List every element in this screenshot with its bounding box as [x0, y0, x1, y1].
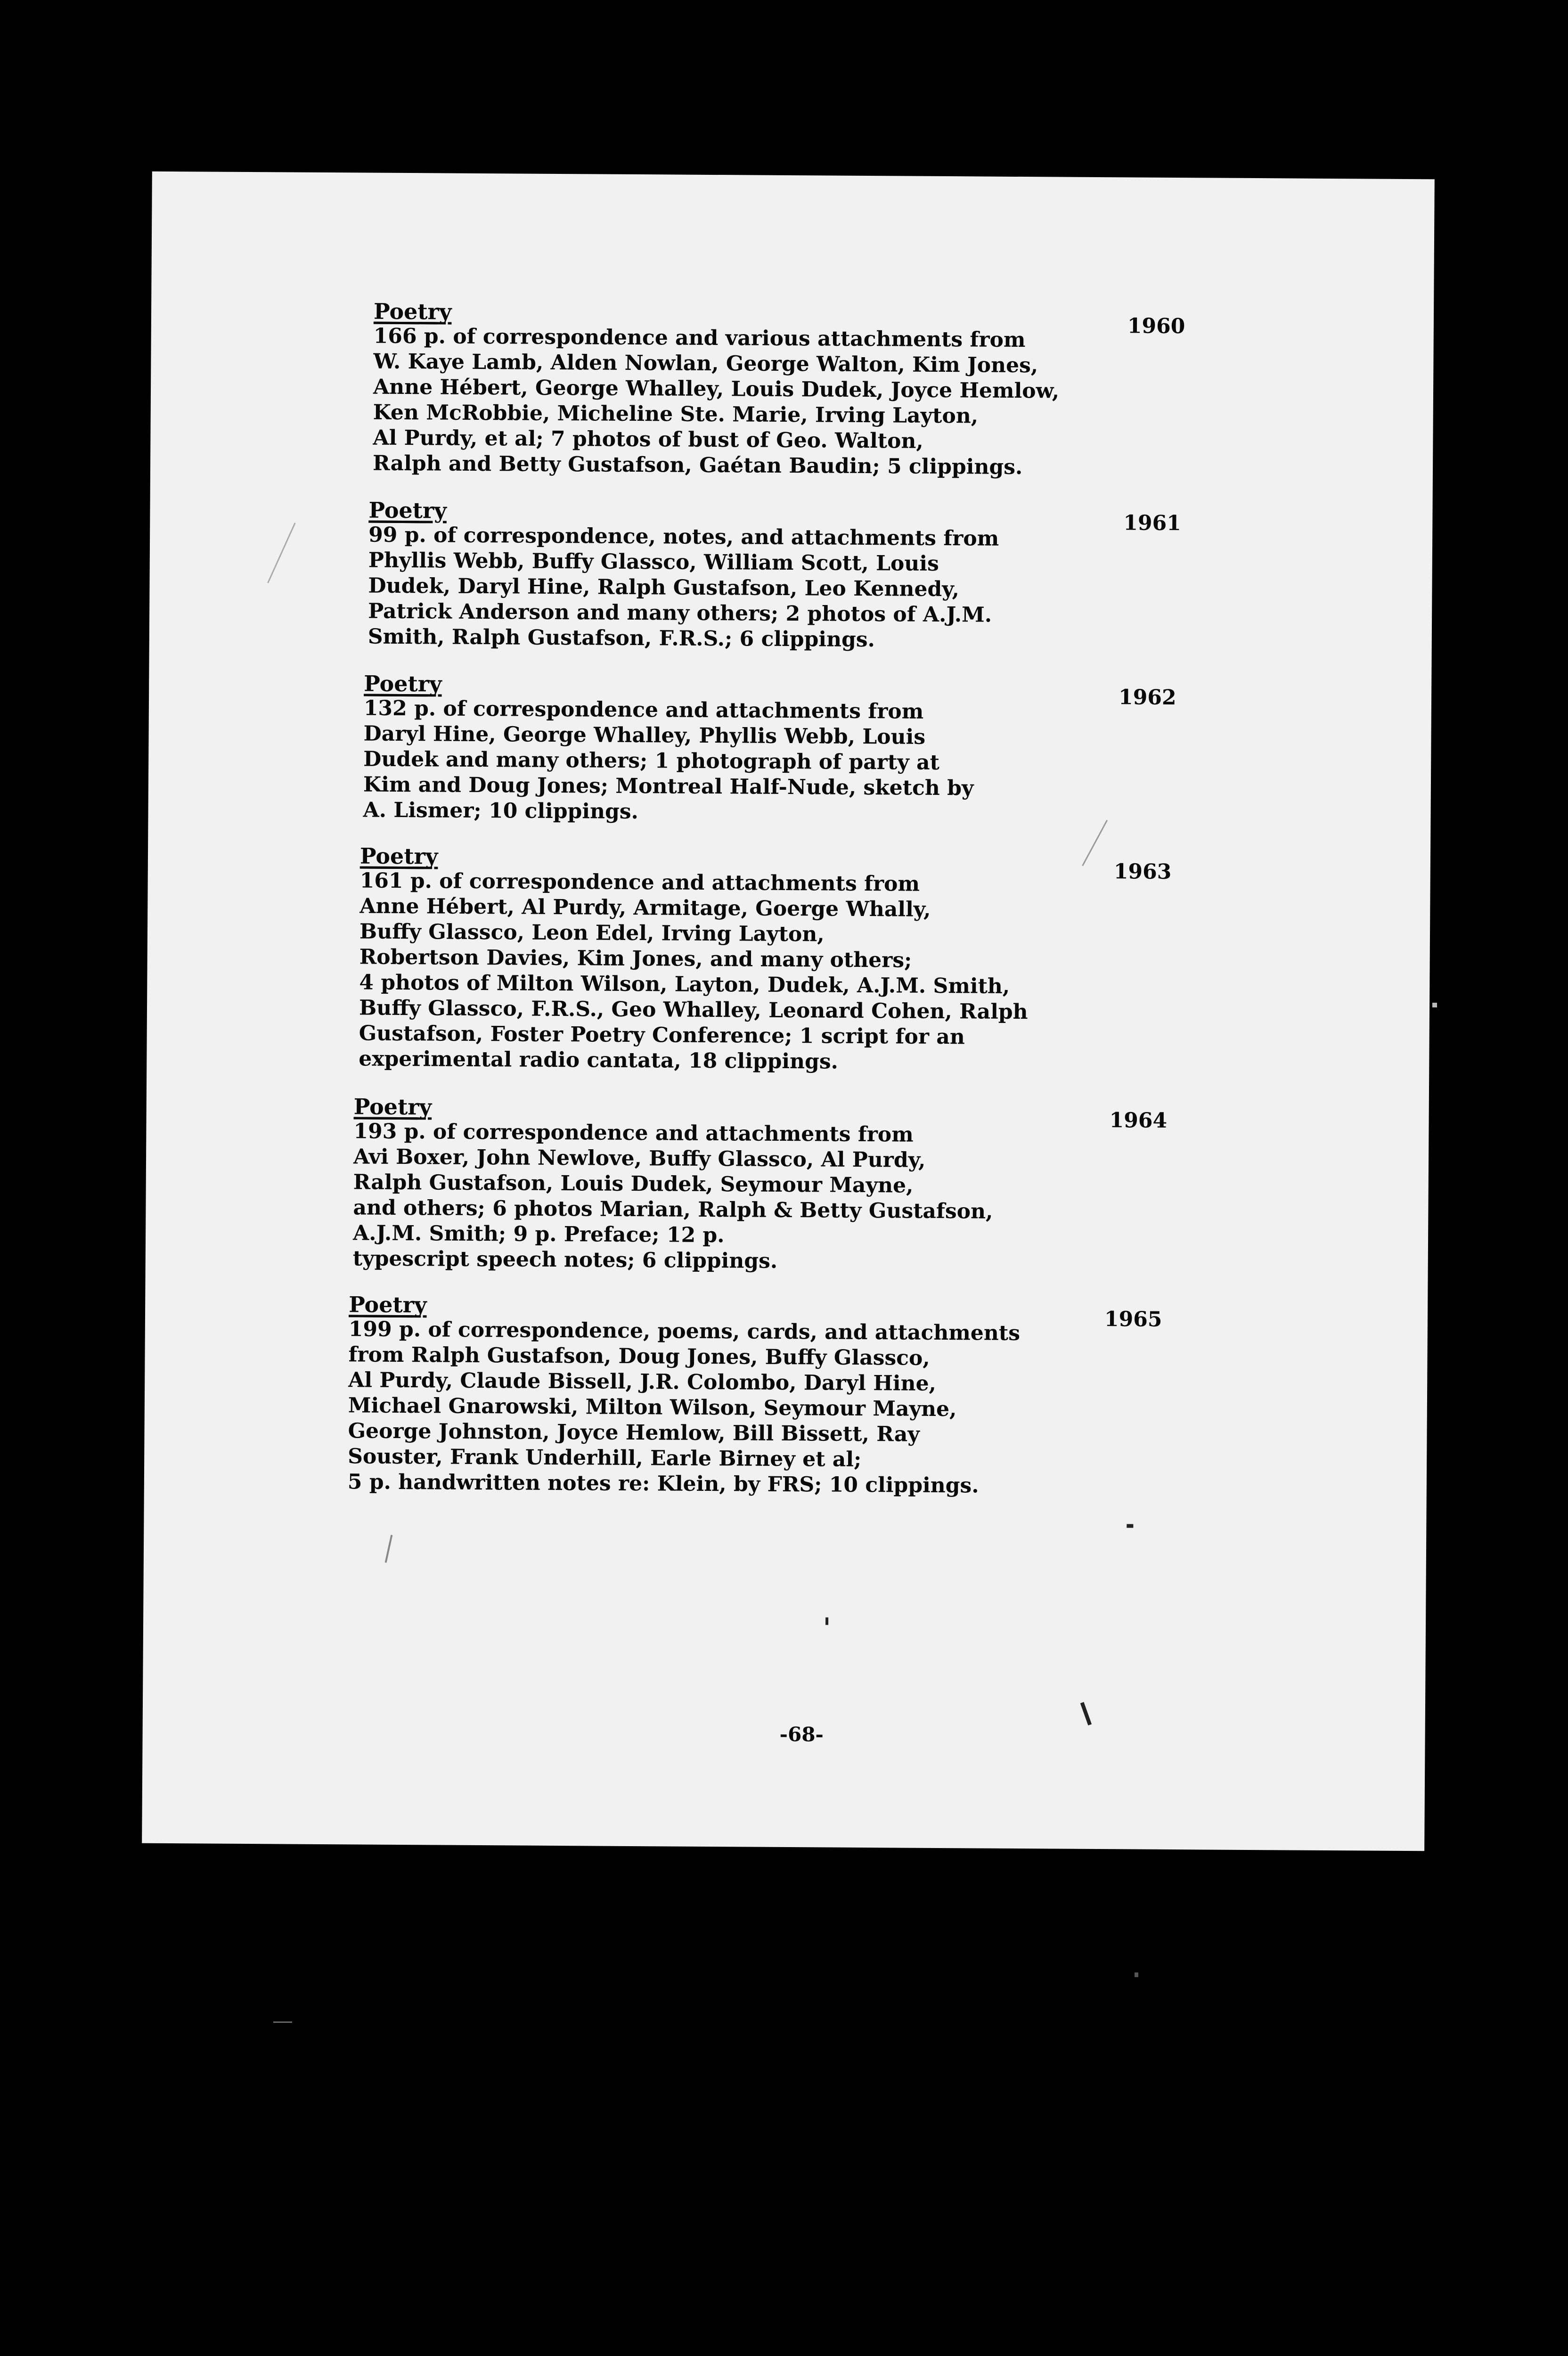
- page-count: 199 p.: [348, 1317, 421, 1342]
- year-label: 1960: [1127, 314, 1185, 339]
- scan-mark: [1080, 1702, 1092, 1726]
- entry-heading: Poetry: [364, 671, 442, 697]
- page-count: 99 p.: [368, 523, 426, 548]
- year-label: 1961: [1123, 511, 1181, 536]
- entry-heading: Poetry: [353, 1094, 432, 1120]
- entry-description: 132 p. of correspondence and attachments from Daryl Hine, George Whalley, Phyllis Webb, Louis Dudek and many others; 1 photograph of party at Kim and Doug Jones; Montreal Half-Nude, sketch by A. Lismer; 10 clippings.: [363, 696, 974, 824]
- entry-1960: [373, 299, 1457, 483]
- page-number: -68-: [779, 1722, 824, 1746]
- page-count: 193 p.: [353, 1119, 426, 1144]
- page-count: 161 p.: [359, 868, 433, 893]
- year-label: 1965: [1104, 1307, 1162, 1332]
- entry-1965: [348, 1292, 1433, 1501]
- entry-1964: [353, 1094, 1437, 1278]
- scan-speck: [825, 1618, 828, 1625]
- entry-description: 161 p. of correspondence and attachments from Anne Hébert, Al Purdy, Armitage, Goerge Whally, Buffy Glassco, Leon Edel, Irving Layton, Robertson Davies, Kim Jones, and many others; 4 photos of Milton Wilson, Layton, Dudek, A.J.M. Smith, Buffy Glassco, F.R.S., Geo Whalley, Leonard Cohen, Ralph Gustafson, Foster Poetry Conference; 1 script for an experimental radio cantata, 18 clippings.: [359, 868, 1028, 1074]
- scan-mark: [267, 523, 295, 583]
- scan-speck: [273, 2021, 292, 2023]
- entry-description: 193 p. of correspondence and attachments from Avi Boxer, John Newlove, Buffy Glassco, Al Purdy, Ralph Gustafson, Louis Dudek, Seymour Mayne, and others; 6 photos Marian, Ralph & Betty Gustafson, A.J.M. Smith; 9 p. Preface; 12 p. typescript speech notes; 6 clippings.: [352, 1119, 993, 1273]
- page-count: 166 p.: [373, 324, 446, 349]
- year-label: 1962: [1118, 685, 1176, 710]
- entry-1963: [359, 843, 1444, 1078]
- entry-heading: Poetry: [359, 843, 438, 869]
- entry-heading: Poetry: [373, 298, 452, 325]
- scan-mark: [385, 1535, 393, 1562]
- year-label: 1963: [1113, 859, 1172, 884]
- entry-description: 166 p. of correspondence and various attachments from W. Kaye Lamb, Alden Nowlan, George Walton, Kim Jones, Anne Hébert, George Whalley, Louis Dudek, Joyce Hemlow, Ken McRobbie, Micheline Ste. Marie, Irving Layton, Al Purdy, et al; 7 photos of bust of Geo. Walton, Ralph and Betty Gustafson, Gaétan Baudin; 5 clippings.: [372, 324, 1060, 480]
- page-count: 132 p.: [363, 696, 436, 721]
- entry-description: 199 p. of correspondence, poems, cards, and attachments from Ralph Gustafson, Doug Jones, Buffy Glassco, Al Purdy, Claude Bissell, J.R. Colombo, Daryl Hine, Michael Gnarowski, Milton Wilson, Seymour Mayne, George Johnston, Joyce Hemlow, Bill Bissett, Ray Souster, Frank Underhill, Earle Birney et al; 5 p. handwritten notes re: Klein, by FRS; 10 clippings.: [347, 1317, 1021, 1498]
- entry-1961: [368, 498, 1453, 656]
- scan-speck: [1135, 1972, 1138, 1977]
- entry-heading: Poetry: [349, 1292, 427, 1318]
- scan-speck: [1127, 1524, 1133, 1528]
- year-label: 1964: [1109, 1108, 1168, 1133]
- scanned-page: [142, 172, 1435, 1851]
- scan-speck: [1432, 1003, 1437, 1007]
- entry-description: 99 p. of correspondence, notes, and attachments from Phyllis Webb, Buffy Glassco, William Scott, Louis Dudek, Daryl Hine, Ralph Gustafson, Leo Kennedy, Patrick Anderson and many others; 2 photos of A.J.M. Smith, Ralph Gustafson, F.R.S.; 6 clippings.: [368, 523, 999, 652]
- entry-heading: Poetry: [368, 497, 447, 524]
- entry-1962: [363, 671, 1447, 829]
